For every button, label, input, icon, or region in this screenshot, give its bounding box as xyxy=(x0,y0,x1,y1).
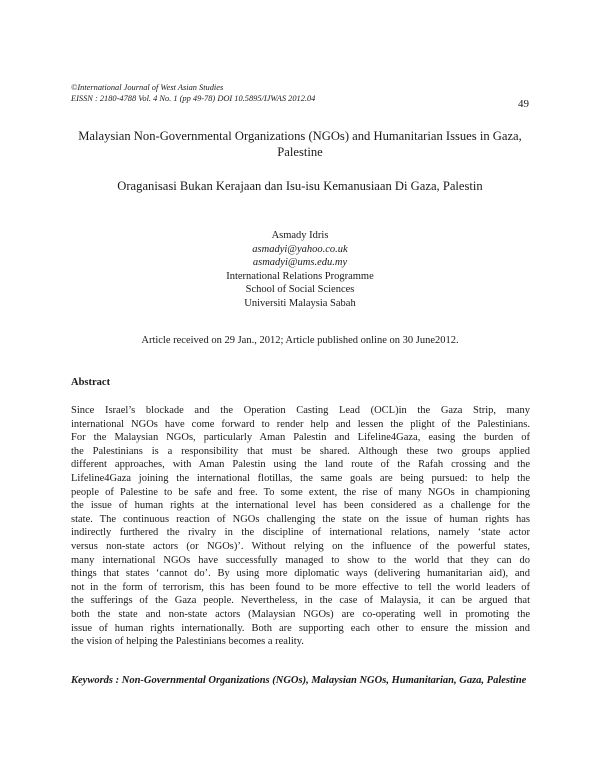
author-block xyxy=(120,229,480,311)
abstract-line: issue of human rights internationally. Both are supporting each other to ensure the mission and xyxy=(71,622,530,634)
paper-title-english: Malaysian Non-Governmental Organizations (NGOs) and Humanitarian Issues in Gaza, Palestine xyxy=(78,129,522,159)
abstract-heading: Abstract xyxy=(71,377,111,388)
journal-copyright: ©International Journal of West Asian Studies xyxy=(71,83,224,92)
author-email-secondary[interactable]: asmadyi@ums.edu.my xyxy=(252,257,348,269)
abstract-line: international NGOs have come forward to render help and lessen the plight of the Palestinians. xyxy=(71,418,530,430)
abstract-line: not in the form of terrorism, this has been found to be more effective to tell the world leaders of xyxy=(71,581,530,593)
author-affiliation-programme: International Relations Programme xyxy=(226,270,374,282)
journal-issn-line: EISSN : 2180-4788 Vol. 4 No. 1 (pp 49-78) DOI 10.5895/IJWAS 2012.04 xyxy=(71,93,316,103)
abstract-line: many international NGOs have successfully managed to show to the world that they can do xyxy=(71,554,530,566)
abstract-line: Since Israel’s blockade and the Operation Casting Lead (OCL)in the Gaza Strip, many xyxy=(71,405,530,416)
abstract-line: Lifeline4Gaza joining the international flotillas, the same goals are being pursued: to help the xyxy=(71,472,530,484)
author-affiliation-university: Universiti Malaysia Sabah xyxy=(244,297,356,309)
author-email-primary[interactable]: asmadyi@yahoo.co.uk xyxy=(252,243,348,255)
author-affiliation-school: School of Social Sciences xyxy=(245,284,355,296)
page-number: 49 xyxy=(518,98,529,110)
abstract-line: versus non-state actors (or NGOs)’. Without relying on the influence of the powerful states, xyxy=(71,540,530,552)
keywords: Keywords : Non-Governmental Organizations (NGOs), Malaysian NGOs, Humanitarian, Gaza, Palestine xyxy=(71,675,527,686)
abstract-body xyxy=(71,404,530,649)
abstract-line: For the Malaysian NGOs, particularly Aman Palestin and Lifeline4Gaza, easing the burden of xyxy=(71,432,530,444)
abstract-line: different approaches, with Aman Palestin using the land route of the Rafah crossing and the xyxy=(71,459,530,471)
article-dates: Article received on 29 Jan., 2012; Article published online on 30 June2012. xyxy=(141,335,459,346)
abstract-line-last: the vision of helping the Palestinians becomes a reality. xyxy=(71,636,304,648)
journal-header xyxy=(71,83,315,104)
abstract-line: the Palestinians is a responsibility that must be shared. Although these two groups applied xyxy=(71,445,530,457)
abstract-line: state. The continuous reaction of NGOs challenging the state on the issue of human rights has xyxy=(71,513,530,525)
abstract-line: indirectly furthered the rivalry in the discipline of international relations, namely ‘state actor xyxy=(71,527,530,539)
abstract-line: both the state and non-state actors (Malaysian NGOs) are co-operating well in promoting the xyxy=(71,608,530,620)
abstract-line: things that states ‘cannot do’. By using more diplomatic ways (delivering humanitarian aid), and xyxy=(71,568,530,580)
abstract-line: the sufferings of the Gaza people. Nevertheless, in the case of Malaysia, it can be argued that xyxy=(71,595,530,607)
paper-title-malay: Oraganisasi Bukan Kerajaan dan Isu-isu Kemanusiaan Di Gaza, Palestin xyxy=(117,179,483,193)
author-name: Asmady Idris xyxy=(271,230,329,241)
abstract-line: the issue of human rights at the international level has been considered as a challenge for the xyxy=(71,500,530,512)
abstract-line: people of Palestine to be safe and free. To some extent, the rise of many NGOs in championing xyxy=(71,486,530,498)
